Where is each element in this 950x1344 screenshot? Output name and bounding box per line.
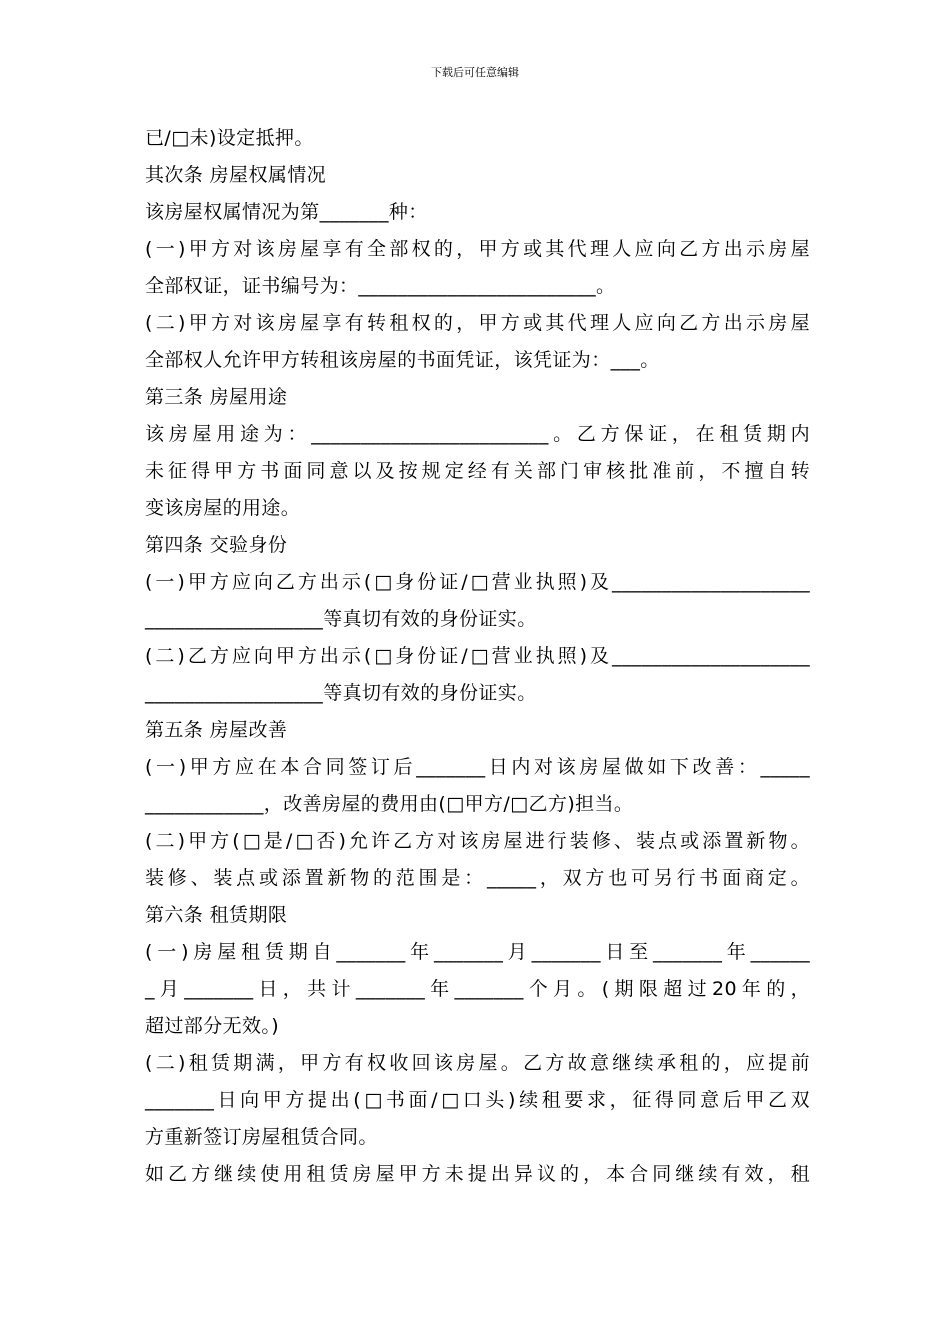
text-line: 已/□未)设定抵押。: [145, 127, 314, 149]
text-line: (二)乙方应向甲方出示(□身份证/□营业执照)及____________________: [145, 645, 810, 667]
text-line: (二)甲方(□是/□否)允许乙方对该房屋进行装修、装点或添置新物。: [145, 830, 810, 852]
text-line: (一)甲方应在本合同签订后_______日内对该房屋做如下改善：_____: [145, 756, 810, 778]
text-line: 方重新签订房屋租赁合同。: [145, 1126, 378, 1148]
text-line: (一)甲方对该房屋享有全部权的，甲方或其代理人应向乙方出示房屋: [145, 238, 810, 260]
section-heading: 第四条 交验身份: [145, 534, 288, 556]
text-line: (二)租赁期满，甲方有权收回该房屋。乙方故意继续承租的，应提前: [145, 1052, 810, 1074]
text-line: __________________等真切有效的身份证实。: [145, 682, 537, 704]
text-line: __________________等真切有效的身份证实。: [145, 608, 537, 630]
text-line: _月_______日，共计_______年_______个月。(期限超过20年的，: [145, 978, 810, 1000]
text-line: 未征得甲方书面同意以及按规定经有关部门审核批准前，不擅自转: [145, 460, 810, 482]
text-line: (一)房屋租赁期自_______年_______月_______日至_______年______: [145, 941, 810, 963]
text-line: 该房屋权属情况为第_______种：: [145, 201, 428, 223]
document-body: [145, 120, 810, 1193]
section-heading: 其次条 房屋权属情况: [145, 164, 327, 186]
text-line: 全部权证，证书编号为：________________________。: [145, 275, 616, 297]
text-line: 变该房屋的用途。: [145, 497, 301, 519]
text-line: 该房屋用途为：________________________。乙方保证，在租赁期内: [145, 423, 810, 445]
text-line: 全部权人允许甲方转租该房屋的书面凭证，该凭证为：___。: [145, 349, 660, 371]
text-line: (二)甲方对该房屋享有转租权的，甲方或其代理人应向乙方出示房屋: [145, 312, 810, 334]
text-line: 如乙方继续使用租赁房屋甲方未提出异议的，本合同继续有效，租: [145, 1163, 810, 1185]
text-line: (一)甲方应向乙方出示(□身份证/□营业执照)及____________________: [145, 571, 810, 593]
text-line: 装修、装点或添置新物的范围是：_____，双方也可另行书面商定。: [145, 867, 810, 889]
text-line: _______日向甲方提出(□书面/□口头)续租要求，征得同意后甲乙双: [145, 1089, 810, 1111]
text-line: ____________，改善房屋的费用由(□甲方/□乙方)担当。: [145, 793, 634, 815]
page-header: 下载后可任意编辑: [431, 66, 519, 79]
section-heading: 第三条 房屋用途: [145, 386, 288, 408]
section-heading: 第六条 租赁期限: [145, 904, 288, 926]
section-heading: 第五条 房屋改善: [145, 719, 288, 741]
text-line: 超过部分无效。): [145, 1015, 280, 1037]
